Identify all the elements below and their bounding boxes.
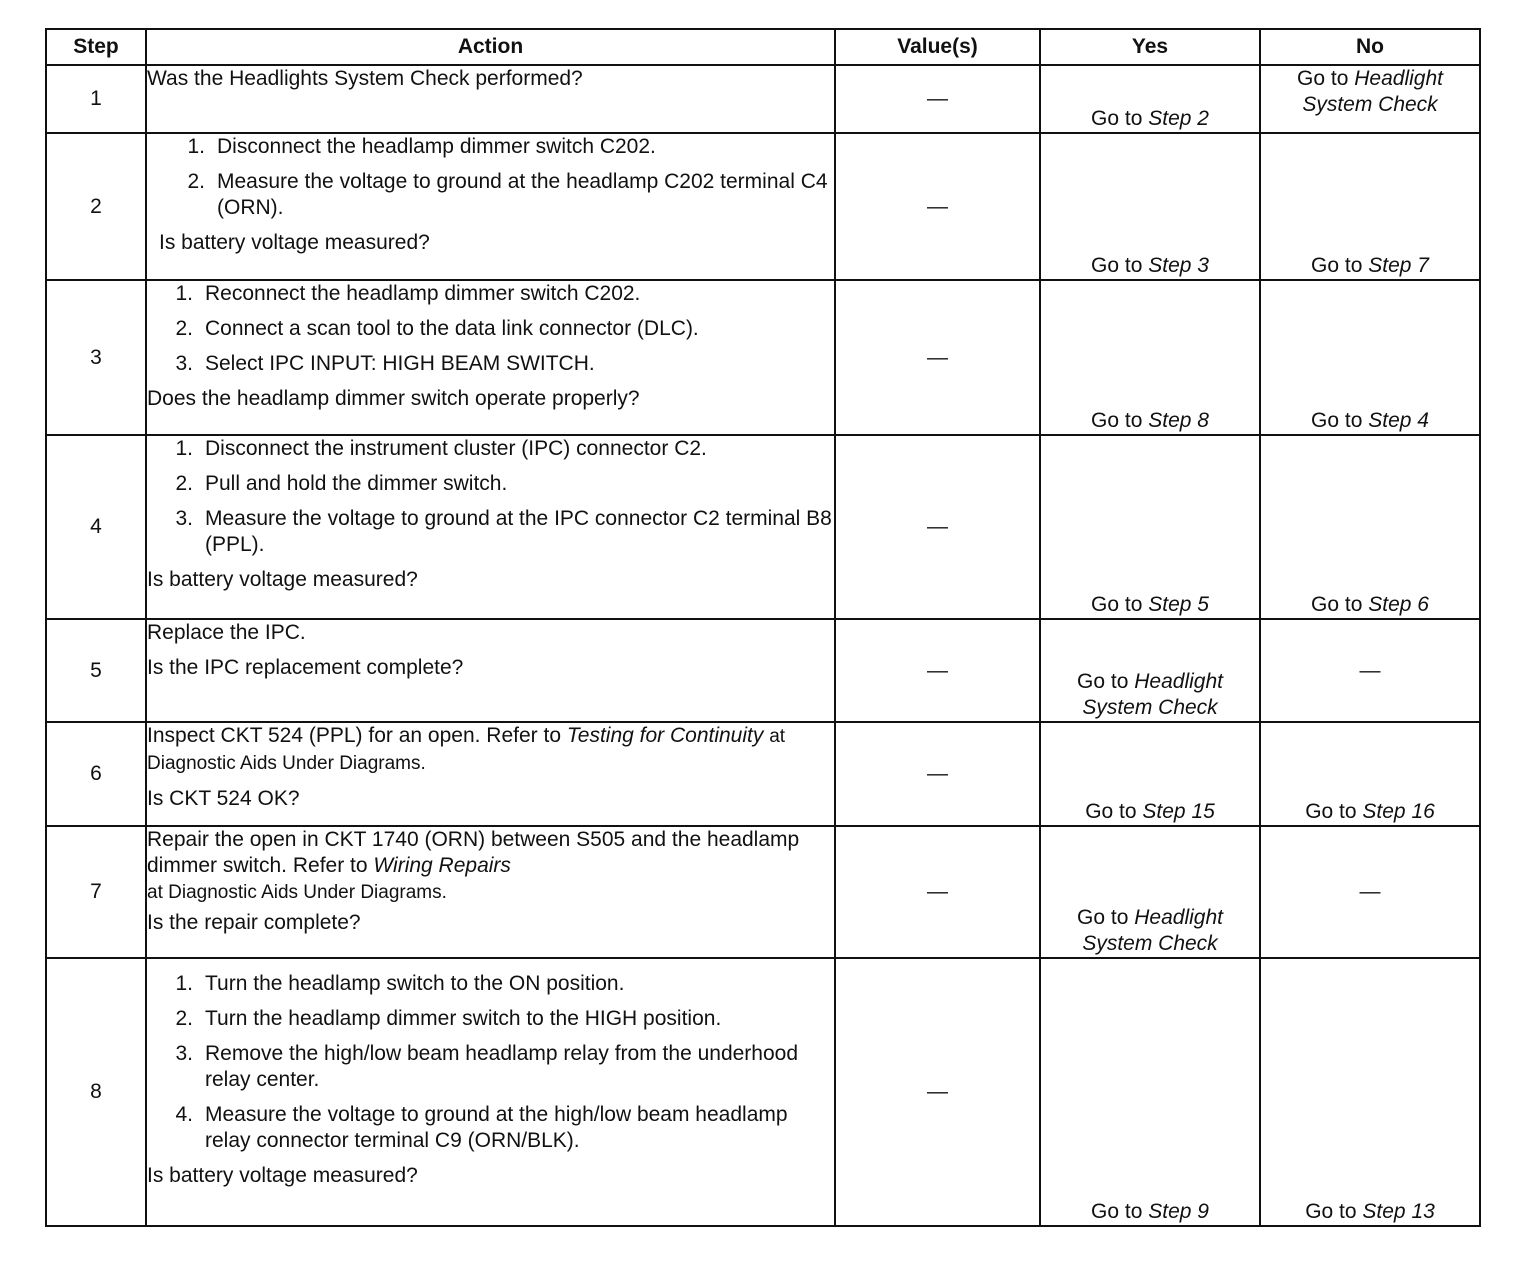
step-number: 6 xyxy=(46,722,146,826)
table-row xyxy=(46,958,1480,1226)
no-cell xyxy=(1260,65,1480,133)
yes-cell xyxy=(1040,958,1260,1226)
diagnostic-table xyxy=(45,28,1481,1227)
action-question: Is battery voltage measured? xyxy=(147,1164,418,1187)
value-cell: — xyxy=(835,280,1040,435)
header-no: No xyxy=(1260,29,1480,65)
reference-link-text: Testing for Continuity xyxy=(566,724,764,747)
go-to-target: Step 8 xyxy=(1148,409,1209,432)
list-item: 3. Measure the voltage to ground at the IPC connector C2 terminal B8 (PPL). xyxy=(175,507,832,556)
list-item: 2. Pull and hold the dimmer switch. xyxy=(175,472,508,495)
action-cell xyxy=(146,958,835,1226)
go-to-target: Headlight System Check xyxy=(1302,67,1443,116)
go-to-target: Step 2 xyxy=(1148,107,1209,130)
action-text: Replace the IPC. xyxy=(147,621,306,644)
table-row xyxy=(46,722,1480,826)
action-question: Is the repair complete? xyxy=(147,911,361,934)
action-steps xyxy=(159,134,834,221)
reference-link-text: Wiring Repairs xyxy=(373,854,511,877)
header-step: Step xyxy=(46,29,146,65)
list-item: 1. Turn the headlamp switch to the ON position. xyxy=(175,972,625,995)
list-item: 3. Remove the high/low beam headlamp relay from the underhood relay center. xyxy=(175,1042,799,1091)
table-row xyxy=(46,826,1480,958)
value-cell: — xyxy=(835,722,1040,826)
go-to-label: Go to xyxy=(1311,409,1363,432)
action-text: Inspect CKT 524 (PPL) for an open. Refer to Testing for Continuity at Diagnostic Aids Under Diagrams. xyxy=(147,724,786,774)
value-cell: — xyxy=(835,65,1040,133)
yes-cell xyxy=(1040,65,1260,133)
yes-cell xyxy=(1040,826,1260,958)
no-cell xyxy=(1260,280,1480,435)
go-to-target: Step 3 xyxy=(1148,254,1209,277)
table-row xyxy=(46,619,1480,722)
no-cell: — xyxy=(1260,619,1480,722)
action-cell xyxy=(146,133,835,280)
go-to-label: Go to xyxy=(1091,409,1143,432)
action-text: Repair the open in CKT 1740 (ORN) between S505 and the headlamp dimmer switch. Refer to Wiring Repairs at Diagnostic Aids Under Diagrams. xyxy=(147,828,800,903)
value-cell: — xyxy=(835,958,1040,1226)
value-cell: — xyxy=(835,826,1040,958)
go-to-target: Step 16 xyxy=(1362,800,1435,823)
action-question: Does the headlamp dimmer switch operate properly? xyxy=(147,387,640,410)
action-cell xyxy=(146,619,835,722)
yes-cell xyxy=(1040,133,1260,280)
no-cell xyxy=(1260,722,1480,826)
no-cell xyxy=(1260,133,1480,280)
action-question: Is CKT 524 OK? xyxy=(147,787,300,810)
no-cell xyxy=(1260,958,1480,1226)
action-cell xyxy=(146,722,835,826)
go-to-label: Go to xyxy=(1305,1200,1357,1223)
yes-cell xyxy=(1040,722,1260,826)
go-to-target: Step 6 xyxy=(1368,593,1429,616)
table-row xyxy=(46,280,1480,435)
table-row xyxy=(46,65,1480,133)
step-number: 5 xyxy=(46,619,146,722)
go-to-target: Step 5 xyxy=(1148,593,1209,616)
yes-cell xyxy=(1040,619,1260,722)
list-item: 1. Disconnect the instrument cluster (IPC) connector C2. xyxy=(175,437,707,460)
header-row xyxy=(46,29,1480,65)
list-item: 4. Measure the voltage to ground at the high/low beam headlamp relay connector terminal C9 (ORN/BLK). xyxy=(175,1103,788,1152)
list-item: 1. Reconnect the headlamp dimmer switch C202. xyxy=(175,282,641,305)
action-question: Is battery voltage measured? xyxy=(159,231,430,254)
go-to-label: Go to xyxy=(1091,107,1143,130)
go-to-label: Go to xyxy=(1297,67,1349,90)
go-to-label: Go to xyxy=(1305,800,1357,823)
go-to-label: Go to xyxy=(1085,800,1137,823)
header-values: Value(s) xyxy=(835,29,1040,65)
step-number: 2 xyxy=(46,133,146,280)
go-to-label: Go to xyxy=(1091,593,1143,616)
step-number: 1 xyxy=(46,65,146,133)
step-number: 4 xyxy=(46,435,146,619)
go-to-target: Headlight System Check xyxy=(1082,906,1223,955)
go-to-target: Step 7 xyxy=(1368,254,1429,277)
action-question: Is battery voltage measured? xyxy=(147,568,418,591)
table-row xyxy=(46,133,1480,280)
go-to-target: Step 15 xyxy=(1142,800,1215,823)
value-cell: — xyxy=(835,619,1040,722)
go-to-label: Go to xyxy=(1077,906,1129,929)
action-cell xyxy=(146,65,835,133)
go-to-label: Go to xyxy=(1077,670,1129,693)
list-item: 2. Measure the voltage to ground at the headlamp C202 terminal C4 (ORN). xyxy=(187,170,828,219)
header-yes: Yes xyxy=(1040,29,1260,65)
value-cell: — xyxy=(835,133,1040,280)
action-question: Is the IPC replacement complete? xyxy=(147,656,464,679)
no-cell xyxy=(1260,435,1480,619)
table-row xyxy=(46,435,1480,619)
list-item: 2. Connect a scan tool to the data link connector (DLC). xyxy=(175,317,699,340)
action-cell xyxy=(146,280,835,435)
action-steps xyxy=(147,281,834,377)
no-cell: — xyxy=(1260,826,1480,958)
step-number: 8 xyxy=(46,958,146,1226)
list-item: 2. Turn the headlamp dimmer switch to the HIGH position. xyxy=(175,1007,722,1030)
action-steps xyxy=(147,971,834,1154)
list-item: 3. Select IPC INPUT: HIGH BEAM SWITCH. xyxy=(175,352,595,375)
value-cell: — xyxy=(835,435,1040,619)
step-number: 7 xyxy=(46,826,146,958)
action-text: Was the Headlights System Check performed? xyxy=(147,67,583,90)
step-number: 3 xyxy=(46,280,146,435)
go-to-label: Go to xyxy=(1091,1200,1143,1223)
go-to-label: Go to xyxy=(1311,593,1363,616)
yes-cell xyxy=(1040,435,1260,619)
list-item: 1. Disconnect the headlamp dimmer switch C202. xyxy=(187,135,656,158)
go-to-target: Step 9 xyxy=(1148,1200,1209,1223)
go-to-target: Step 4 xyxy=(1368,409,1429,432)
go-to-label: Go to xyxy=(1311,254,1363,277)
go-to-target: Headlight System Check xyxy=(1082,670,1223,719)
go-to-label: Go to xyxy=(1091,254,1143,277)
header-action: Action xyxy=(146,29,835,65)
yes-cell xyxy=(1040,280,1260,435)
action-cell xyxy=(146,826,835,958)
action-steps xyxy=(147,436,834,558)
action-cell xyxy=(146,435,835,619)
go-to-target: Step 13 xyxy=(1362,1200,1435,1223)
